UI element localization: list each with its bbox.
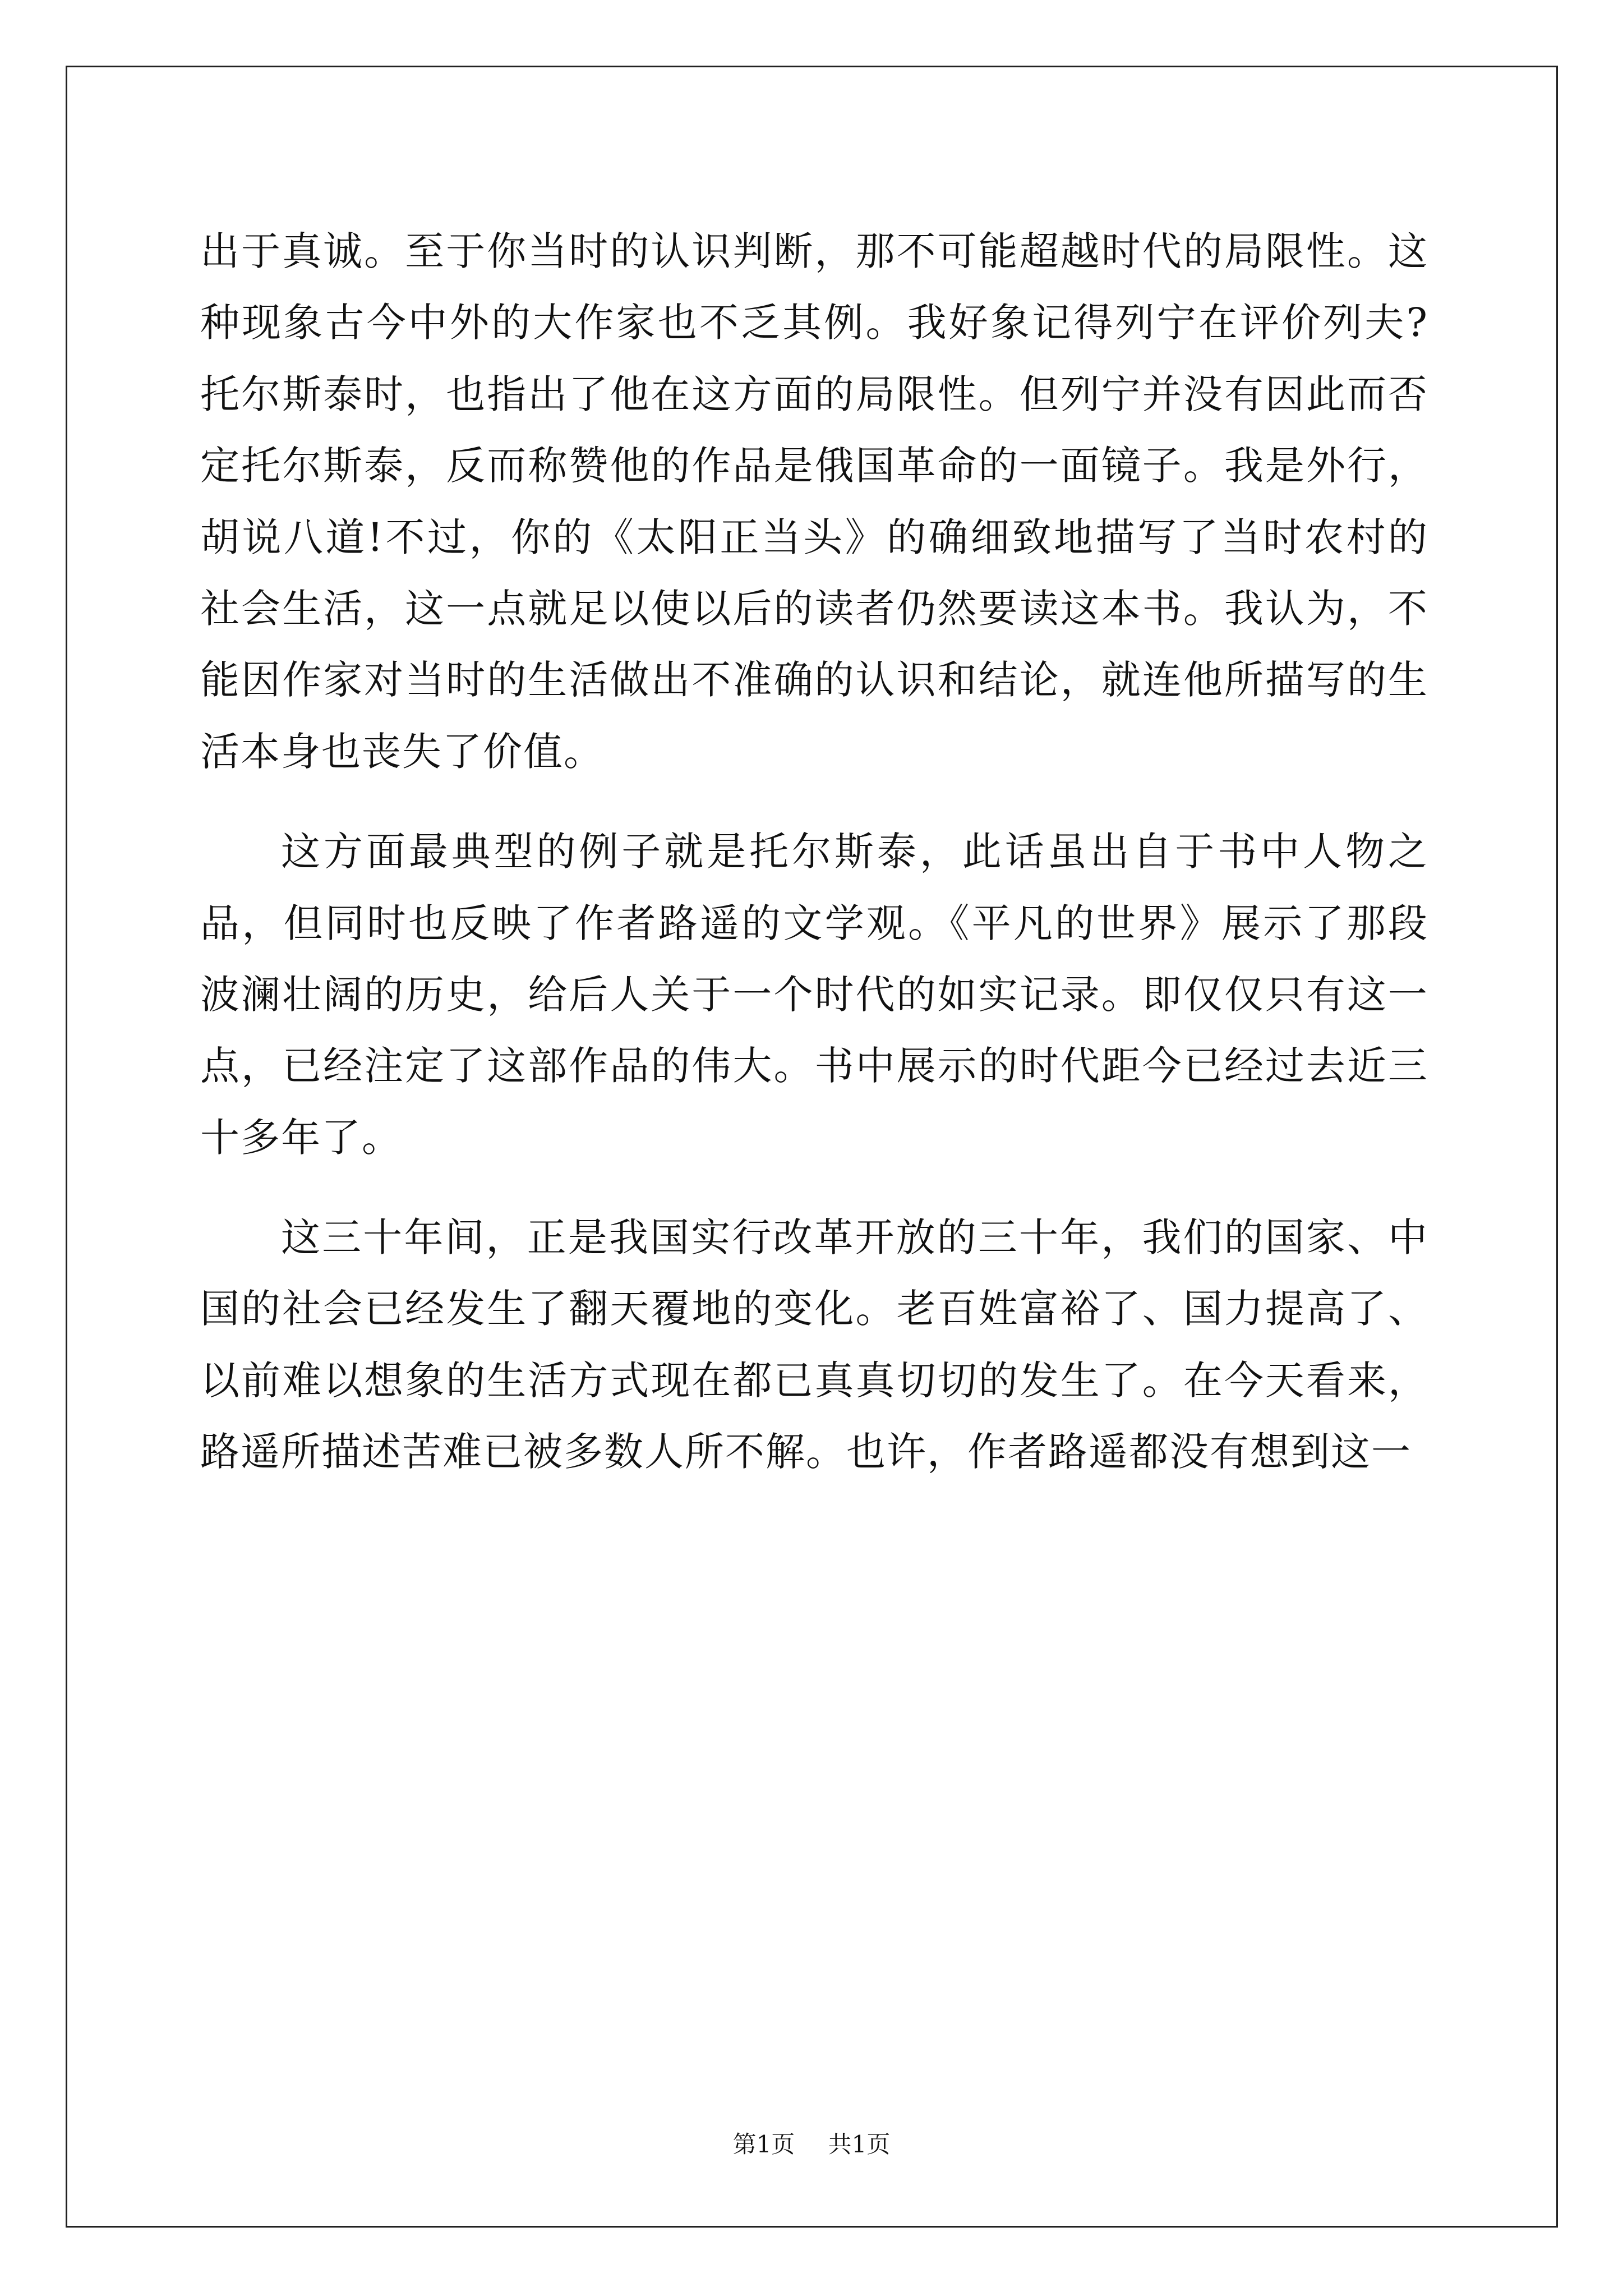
page-total: 共1页 [828,2131,891,2158]
page-footer [0,2126,1623,2160]
paragraph-1: 出于真诚。至于你当时的认识判断，那不可能超越时代的局限性。这种现象古今中外的大作家也不乏其例。我好象记得列宁在评价列夫?托尔斯泰时，也指出了他在这方面的局限性。但列宁并没有因此而否定托尔斯泰，反而称赞他的作品是俄国革命的一面镜子。我是外行，胡说八道!不过，你的《太阳正当头》的确细致地描写了当时农村的社会生活，这一点就足以使以后的读者仍然要读这本书。我认为，不能因作家对当时的生活做出不准确的认识和结论，就连他所描写的生活本身也丧失了价值。 [200,228,1428,775]
page-number: 第1页 [732,2131,795,2158]
paragraph-3: 这三十年间，正是我国实行改革开放的三十年，我们的国家、中国的社会已经发生了翻天覆地的变化。老百姓富裕了、国力提高了、以前难以想象的生活方式现在都已真真切切的发生了。在今天看来，路遥所描述苦难已被多数人所不解。也许，作者路遥都没有想到这一 [200,1214,1428,1475]
document-body [200,216,1428,1488]
paragraph-2: 这方面最典型的例子就是托尔斯泰，此话虽出自于书中人物之品，但同时也反映了作者路遥的文学观。《平凡的世界》展示了那段波澜壮阔的历史，给后人关于一个时代的如实记录。即仅仅只有这一点，已经注定了这部作品的伟大。书中展示的时代距今已经过去近三十多年了。 [200,829,1428,1161]
